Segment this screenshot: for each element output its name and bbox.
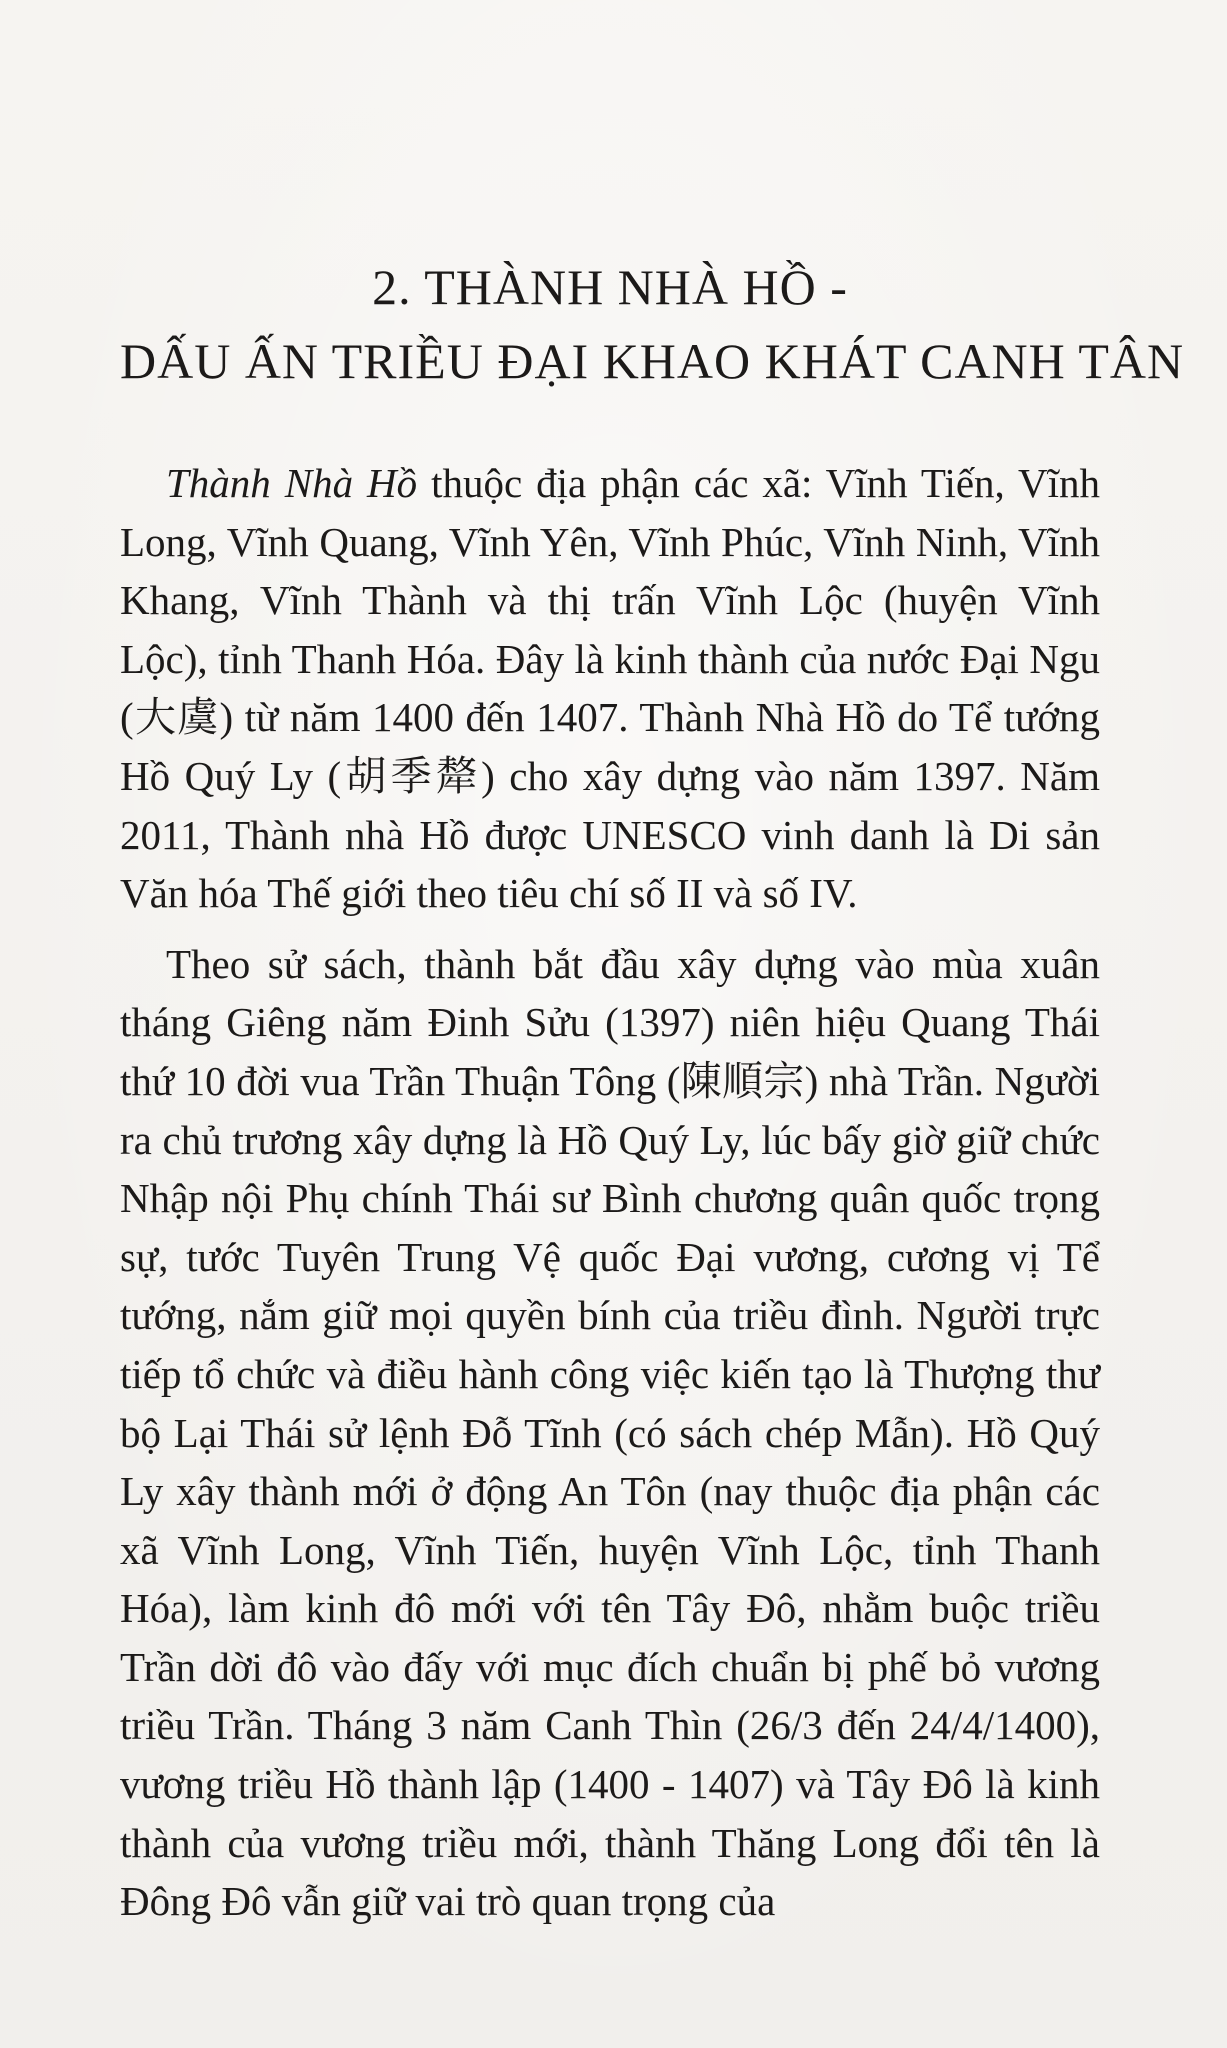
heading-line-2: DẤU ẤN TRIỀU ĐẠI KHAO KHÁT CANH TÂN xyxy=(120,333,1185,389)
paragraph-2 xyxy=(120,935,1100,1931)
paragraph-1 xyxy=(120,454,1100,923)
heading-line-1: 2. THÀNH NHÀ HỒ - xyxy=(372,259,848,315)
paragraph-2-text: Theo sử sách, thành bắt đầu xây dựng vào mùa xuân tháng Giêng năm Đinh Sửu (1397) niên hiệu Quang Thái thứ 10 đời vua Trần Thuận Tông (陳順宗) nhà Trần. Người ra chủ trương xây dựng là Hồ Quý Ly, lúc bấy giờ giữ chức Nhập nội Phụ chính Thái sư Bình chương quân quốc trọng sự, tước Tuyên Trung Vệ quốc Đại vương, cương vị Tể tướng, nắm giữ mọi quyền bính của triều đình. Người trực tiếp tổ chức và điều hành công việc kiến tạo là Thượng thư bộ Lại Thái sử lệnh Đỗ Tĩnh (có sách chép Mẫn). Hồ Quý Ly xây thành mới ở động An Tôn (nay thuộc địa phận các xã Vĩnh Long, Vĩnh Tiến, huyện Vĩnh Lộc, tỉnh Thanh Hóa), làm kinh đô mới với tên Tây Đô, nhằm buộc triều Trần dời đô vào đấy với mục đích chuẩn bị phế bỏ vương triều Trần. Tháng 3 năm Canh Thìn (26/3 đến 24/4/1400), vương triều Hồ thành lập (1400 - 1407) và Tây Đô là kinh thành của vương triều mới, thành Thăng Long đổi tên là Đông Đô vẫn giữ vai trò quan trọng của xyxy=(120,940,1100,1925)
paragraph-1-text: thuộc địa phận các xã: Vĩnh Tiến, Vĩnh Long, Vĩnh Quang, Vĩnh Yên, Vĩnh Phúc, Vĩnh Ninh, Vĩnh Khang, Vĩnh Thành và thị trấn Vĩnh Lộc (huyện Vĩnh Lộc), tỉnh Thanh Hóa. Đây là kinh thành của nước Đại Ngu (大虞) từ năm 1400 đến 1407. Thành Nhà Hồ do Tể tướng Hồ Quý Ly (胡季犛) cho xây dựng vào năm 1397. Năm 2011, Thành nhà Hồ được UNESCO vinh danh là Di sản Văn hóa Thế giới theo tiêu chí số II và số IV. xyxy=(120,460,1100,917)
section-heading xyxy=(120,250,1185,398)
italic-lead-term: Thành Nhà Hồ xyxy=(166,460,418,506)
